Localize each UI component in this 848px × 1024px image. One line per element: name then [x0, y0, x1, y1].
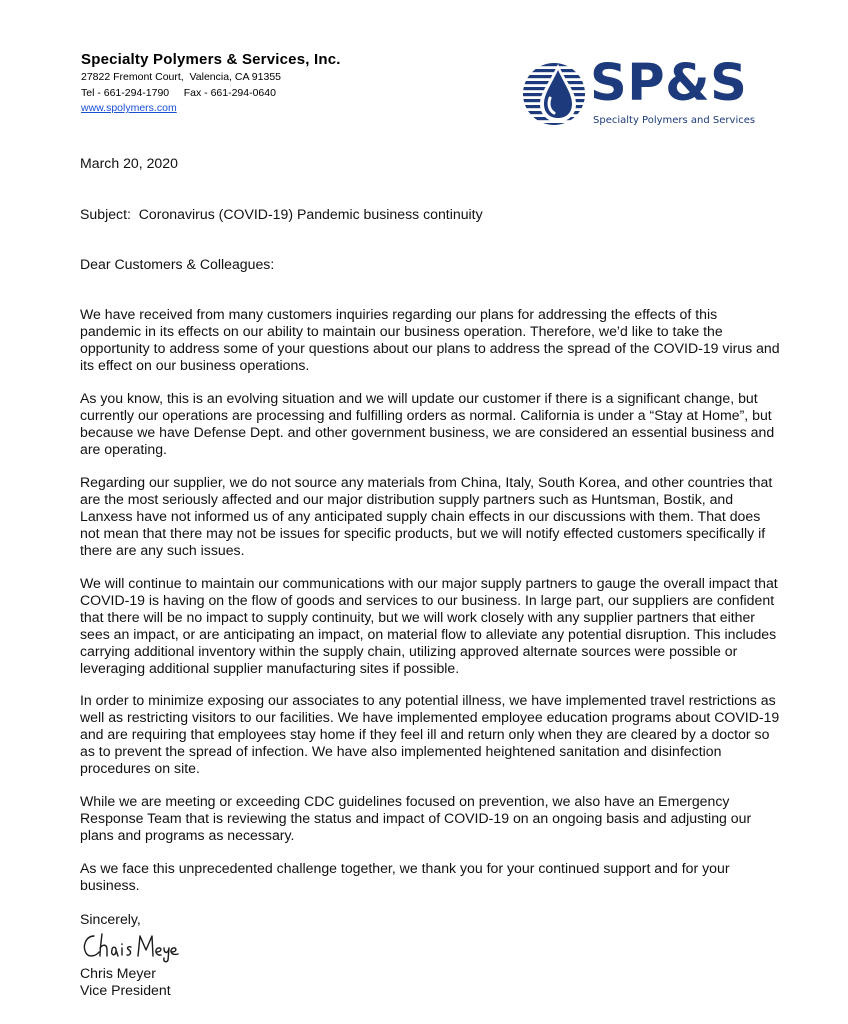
- paragraph: We have received from many customers inquiries regarding our plans for addressing the effects of this pandemic in its effects on our ability to maintain our business operation. Therefore, we’d like to take the opportunity to address some of your questions about our plans to address the spread of the COVID-19 virus and its effect on our business operations.: [80, 306, 780, 373]
- paragraph: While we are meeting or exceeding CDC guidelines focused on prevention, we also have an Emergency Response Team that is reviewing the status and impact of COVID-19 on an ongoing basis and adjusting our plans and programs as necessary.: [80, 793, 752, 843]
- company-name: Specialty Polymers & Services, Inc.: [81, 51, 341, 68]
- letter-date: March 20, 2020: [80, 155, 178, 171]
- signer-name: Chris Meyer: [80, 965, 156, 981]
- paragraph: As we face this unprecedented challenge together, we thank you for your continued support and for your business.: [80, 860, 730, 893]
- logo-tagline: Specialty Polymers and Services: [593, 115, 756, 126]
- paragraph: In order to minimize exposing our associates to any potential illness, we have implemented travel restrictions as well as restricting visitors to our facilities. We have implemented employee education programs about COVID-19 and are requiring that employees stay home if they feel ill and return only when they are cleared by a doctor so as to prevent the spread of infection. We have also implemented heightened sanitation and disinfection procedures on site.: [80, 692, 780, 776]
- letter-subject: Subject: Coronavirus (COVID-19) Pandemic business continuity: [80, 206, 483, 222]
- company-website-link[interactable]: www.spolymers.com: [81, 102, 177, 114]
- letter-closing: Sincerely,: [80, 911, 141, 927]
- letter-salutation: Dear Customers & Colleagues:: [80, 256, 275, 272]
- handwritten-signature: [80, 928, 180, 964]
- company-phone-fax: Tel - 661-294-1790 Fax - 661-294-0640: [81, 87, 276, 99]
- company-logo: [520, 54, 765, 130]
- signer-title: Vice President: [80, 982, 171, 998]
- paragraph: As you know, this is an evolving situation and we will update our customer if there is a significant change, but currently our operations are processing and fulfilling orders as normal. California is under a “Stay at Home”, but because we have Defense Dept. and other government business, we are considered an essential business and are operating.: [80, 390, 775, 457]
- logo-wordmark: SP&S: [590, 54, 748, 113]
- company-address: 27822 Fremont Court, Valencia, CA 91355: [81, 71, 282, 83]
- paragraph: Regarding our supplier, we do not source any materials from China, Italy, South Korea, and other countries that are the most seriously affected and our major distribution supply partners such as Huntsman, Bostik, and Lanxess have not informed us of any anticipated supply chain effects in our discussions with them. That does not mean that there may not be issues for specific products, but we will notify effected customers specifically if there are any such issues.: [80, 474, 773, 558]
- water-drop-globe-icon: [520, 58, 592, 128]
- paragraph: We will continue to maintain our communications with our major supply partners to gauge the overall impact that COVID-19 is having on the flow of goods and services to our business. In large part, our suppliers are confident that there will be no impact to supply continuity, but we will work closely with any supplier partners that either sees an impact, or are anticipating an impact, on material flow to alleviate any potential disruption. This includes carrying additional inventory within the supply chain, utilizing approved alternate sources were possible or leveraging additional supplier manufacturing sites if possible.: [80, 575, 778, 676]
